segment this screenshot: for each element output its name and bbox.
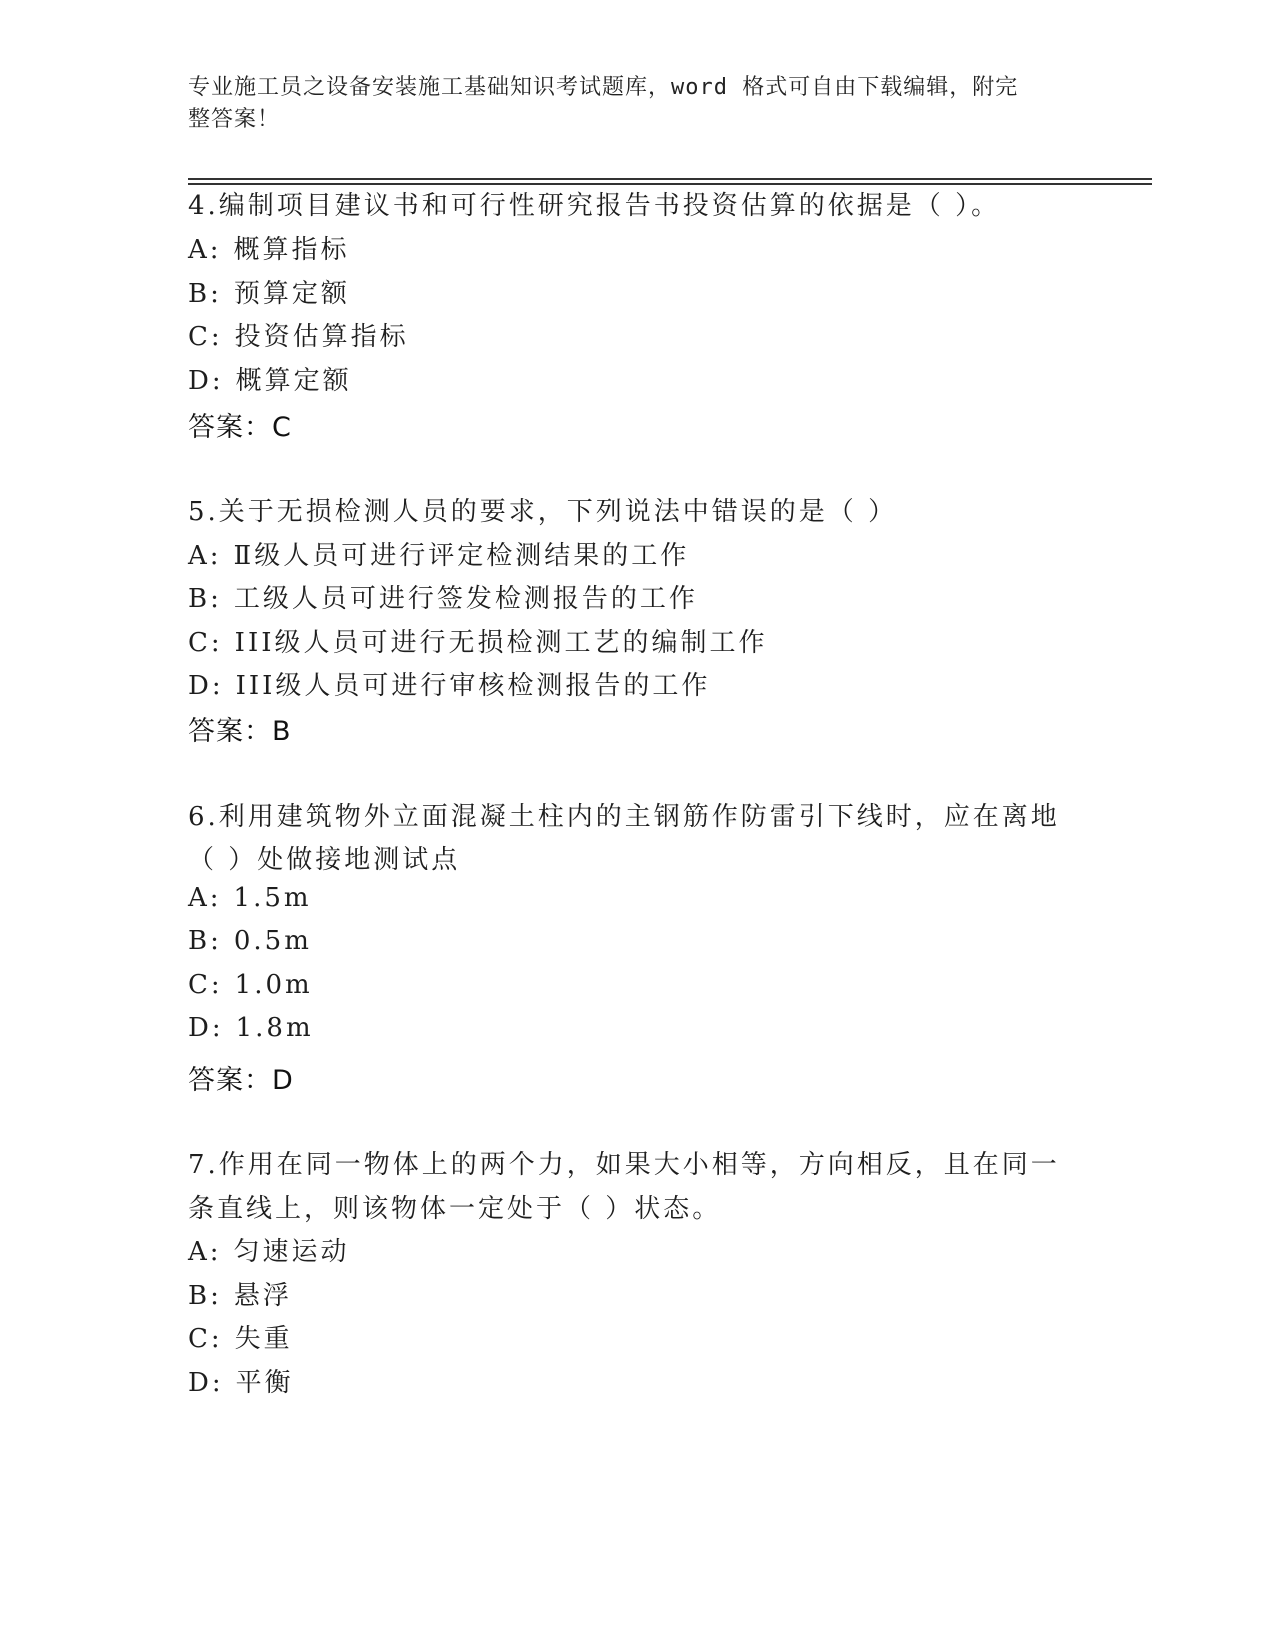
option-letter: B <box>188 926 211 956</box>
question-7-option-d: D: 平衡 <box>188 1368 294 1398</box>
option-text: Ⅱ级人员可进行评定检测结果的工作 <box>233 541 690 571</box>
question-4-option-d: D: 概算定额 <box>188 366 352 396</box>
option-text: 匀速运动 <box>233 1237 350 1267</box>
option-text: 悬浮 <box>233 1281 292 1311</box>
option-letter: C <box>188 970 211 1000</box>
option-text: 概算定额 <box>235 366 352 396</box>
option-text: 工级人员可进行签发检测报告的工作 <box>233 584 698 614</box>
question-4-option-c: C: 投资估算指标 <box>188 322 409 352</box>
option-letter: A <box>188 883 210 913</box>
header-divider-top <box>188 178 1152 180</box>
question-6-stem-line-2: （ ）处做接地测试点 <box>188 845 461 875</box>
document-header <box>188 72 1068 136</box>
question-4-option-b: B: 预算定额 <box>188 279 350 309</box>
question-4-answer: 答案：C <box>188 412 292 443</box>
option-text: 失重 <box>234 1324 293 1354</box>
option-letter: A <box>188 1237 210 1267</box>
question-4-stem: 4.编制项目建议书和可行性研究报告书投资估算的依据是（ ）。 <box>188 191 1001 221</box>
question-7-stem-line-2: 条直线上，则该物体一定处于（ ）状态。 <box>188 1194 722 1224</box>
option-text: 预算定额 <box>233 279 350 309</box>
question-4-option-a: A: 概算指标 <box>188 235 350 265</box>
question-5-option-b: B: 工级人员可进行签发检测报告的工作 <box>188 584 698 614</box>
option-letter: B <box>188 584 211 614</box>
question-5-option-c: C: III级人员可进行无损检测工艺的编制工作 <box>188 628 768 658</box>
option-letter: A <box>188 235 210 265</box>
question-6-option-a: A: 1.5m <box>188 883 312 913</box>
option-text: 0.5m <box>233 926 312 956</box>
option-letter: D <box>188 1013 212 1043</box>
option-letter: A <box>188 541 210 571</box>
option-text: 投资估算指标 <box>234 322 409 352</box>
question-5-stem: 5.关于无损检测人员的要求，下列说法中错误的是（ ） <box>188 497 898 527</box>
header-line-1: 专业施工员之设备安装施工基础知识考试题库，word 格式可自由下载编辑，附完 <box>188 75 1019 100</box>
question-5-answer: 答案：B <box>188 716 292 747</box>
option-letter: D <box>188 671 212 701</box>
question-5-option-d: D: III级人员可进行审核检测报告的工作 <box>188 671 711 701</box>
option-letter: D <box>188 366 212 396</box>
question-7-option-b: B: 悬浮 <box>188 1281 292 1311</box>
question-7-stem-line-1: 7.作用在同一物体上的两个力，如果大小相等，方向相反，且在同一 <box>188 1150 1060 1180</box>
option-text: 1.0m <box>234 970 313 1000</box>
option-text: 1.5m <box>233 883 312 913</box>
option-text: III级人员可进行无损检测工艺的编制工作 <box>234 628 768 658</box>
question-6-stem-line-1: 6.利用建筑物外立面混凝土柱内的主钢筋作防雷引下线时，应在离地 <box>188 802 1060 832</box>
option-letter: C <box>188 1324 211 1354</box>
question-6-option-d: D: 1.8m <box>188 1013 314 1043</box>
option-text: 平衡 <box>235 1368 294 1398</box>
question-6-option-c: C: 1.0m <box>188 970 313 1000</box>
option-letter: C <box>188 628 211 658</box>
question-6-option-b: B: 0.5m <box>188 926 312 956</box>
question-5-option-a: A: Ⅱ级人员可进行评定检测结果的工作 <box>188 541 690 571</box>
option-letter: D <box>188 1368 212 1398</box>
question-7-option-c: C: 失重 <box>188 1324 293 1354</box>
option-text: 1.8m <box>235 1013 314 1043</box>
option-letter: B <box>188 1281 211 1311</box>
question-6-answer: 答案：D <box>188 1065 294 1096</box>
option-letter: B <box>188 279 211 309</box>
option-text: 概算指标 <box>233 235 350 265</box>
header-line-2: 整答案！ <box>188 107 281 132</box>
option-text: III级人员可进行审核检测报告的工作 <box>235 671 711 701</box>
option-letter: C <box>188 322 211 352</box>
question-7-option-a: A: 匀速运动 <box>188 1237 350 1267</box>
